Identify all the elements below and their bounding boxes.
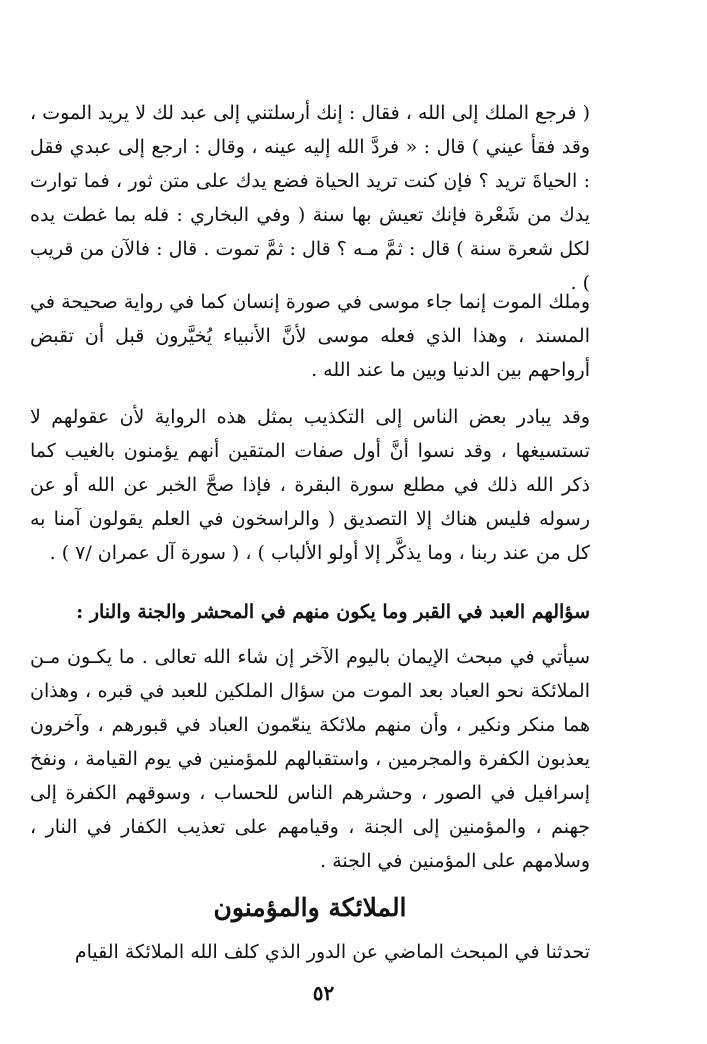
- chapter-title: الملائكة والمؤمنون: [213, 893, 407, 922]
- page-number: ٥٢: [312, 981, 335, 1005]
- paragraph-belief-in-unseen: وقد يبادر بعض الناس إلى التكذيب بمثل هذه الرواية لأن عقولهم لا تستسيغها ، وقد نسوا أنَّ أول صفات المتقين أنهم يؤمنون بالغيب كما ذكر الله ذلك في مطلع سورة البقرة ، فإذا صحَّ الخبر عن الله أو عن رسوله فليس هناك إلا التصديق ( والراسخون في العلم يقولون آمنا به كل من عند ربنا ، وما يذكَّر إلا أولو الألباب ) ، ( سورة آل عمران /٧ ) .: [30, 406, 590, 564]
- paragraph-chapter-intro: تحدثنا في المبحث الماضي عن الدور الذي كلف الله الملائكة القيام: [74, 941, 590, 963]
- section-heading: سؤالهم العبد في القبر وما يكون منهم في المحشر والجنة والنار :: [76, 601, 590, 623]
- paragraph-hadith-moses: ( فرجع الملك إلى الله ، فقال : إنك أرسلتني إلى عبد لك لا يريد الموت ، وقد فقأ عيني ) قال : « فردَّ الله إليه عينه ، وقال : ارجع إلى عبدي فقل : الحياةَ تريد ؟ فإن كنت تريد الحياة فضع يدك على متن ثور ، فما توارت يدك من شَعْرة فإنك تعيش بها سنة ( وفي البخاري : فله بما غطت يده لكل شعرة سنة ) قال : ثمَّ مـه ؟ قال : ثمَّ تموت . قال : فالآن من قريب ) .: [30, 102, 590, 294]
- paragraph-angels-after-death: سيأتي في مبحث الإيمان باليوم الآخر إن شاء الله تعالى . ما يكـون مـن الملائكة نحو العباد بعد الموت من سؤال الملكين للعبد في قبره ، وهذان هما منكر ونكير ، وأن منهم ملائكة ينعّمون العباد في قبورهم ، وآخرون يعذبون الكفرة والمجرمين ، واستقبالهم للمؤمنين في يوم القيامة ، ونفخ إسرافيل في الصور ، وحشرهم الناس للحساب ، وسوقهم الكفرة إلى جهنم ، والمؤمنين إلى الجنة ، وقيامهم على تعذيب الكفار في النار ، وسلامهم على المؤمنين في الجنة .: [30, 646, 590, 872]
- paragraph-angel-of-death: وملك الموت إنما جاء موسى في صورة إنسان كما في رواية صحيحة في المسند ، وهذا الذي فعله موسى لأنَّ الأنبياء يُخيَّرون قبل أن تقبض أرواحهم بين الدنيا وبين ما عند الله .: [30, 291, 590, 381]
